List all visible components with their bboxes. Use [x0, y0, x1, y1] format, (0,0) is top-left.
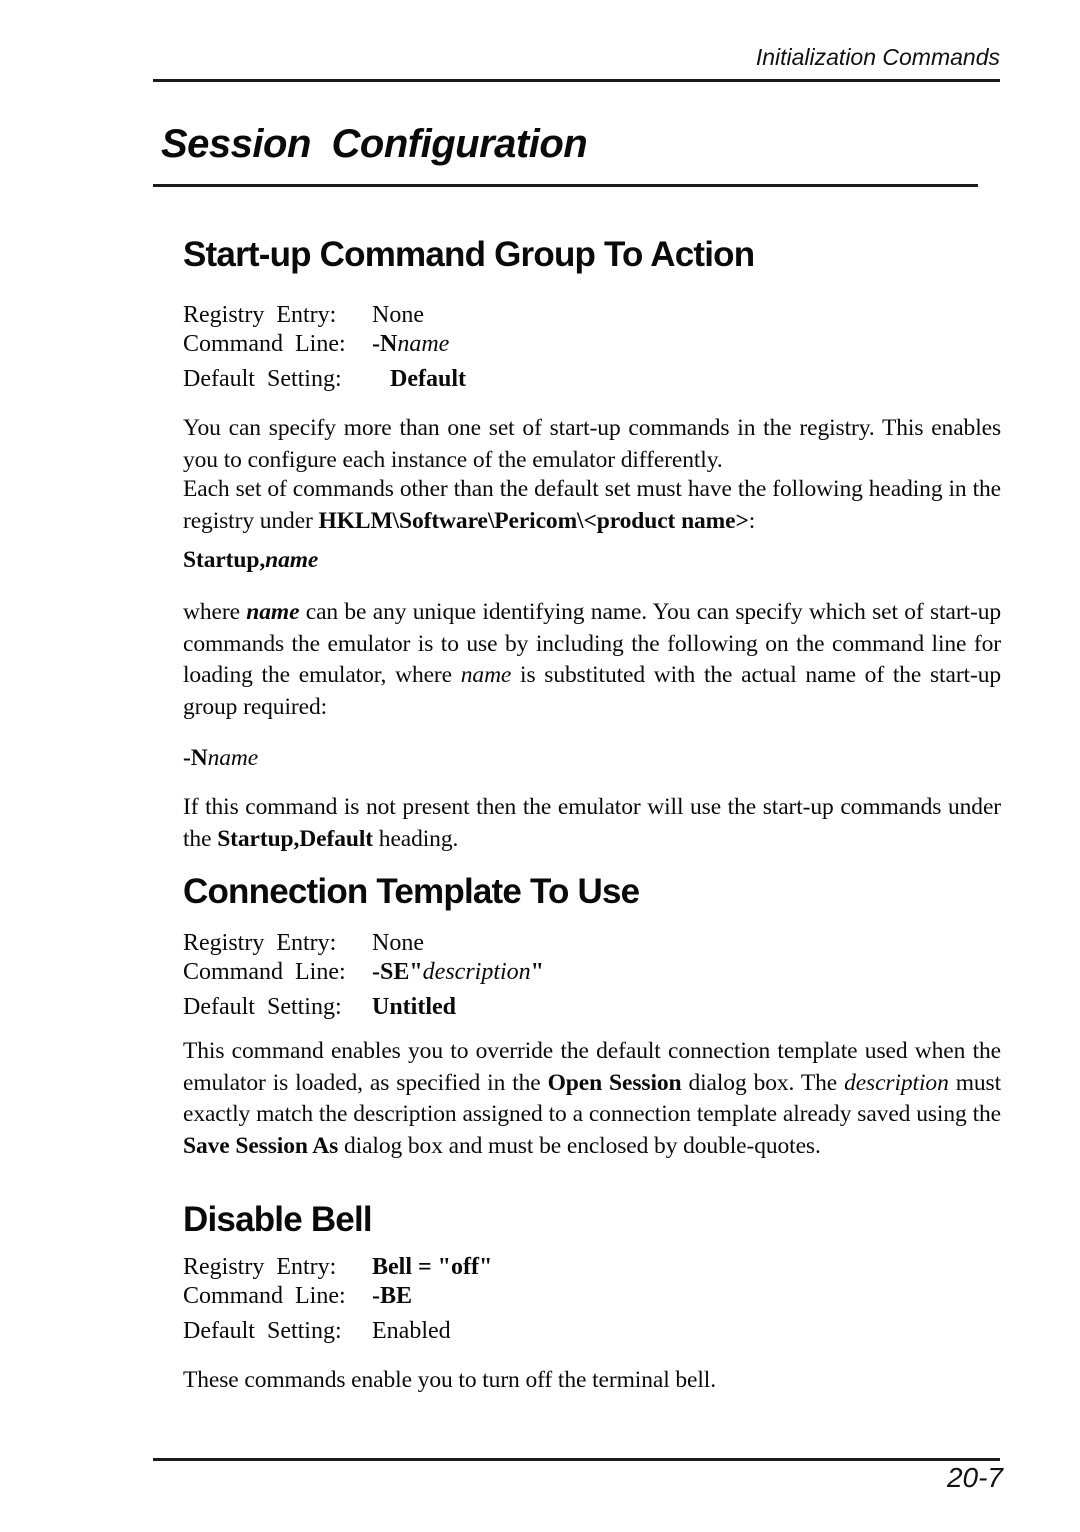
setting-value: Default [390, 366, 466, 392]
setting-label: Command Line: [183, 1283, 346, 1309]
setting-label: Default Setting: [183, 366, 342, 392]
setting-row-registry-entry [183, 301, 1003, 330]
setting-row-registry-entry [183, 1253, 1003, 1282]
running-header: Initialization Commands [755, 44, 1000, 70]
paragraph: If this command is not present then the emulator will use the start-up commands under the Startup,Default heading. [183, 794, 1001, 852]
settings-list-disable-bell [183, 1253, 1003, 1346]
setting-label: Registry Entry: [183, 302, 337, 328]
settings-list-connection-template [183, 929, 1003, 1022]
setting-row-command-line [183, 958, 1003, 987]
page-number: 20-7 [946, 1462, 1003, 1493]
setting-label: Default Setting: [183, 994, 342, 1020]
code-line-nname: -Nname [183, 745, 259, 771]
section-heading-connection-template: Connection Template To Use [183, 872, 640, 911]
setting-row-command-line [183, 330, 1003, 359]
setting-value: -BE [372, 1283, 413, 1309]
setting-row-registry-entry [183, 929, 1003, 958]
setting-label: Registry Entry: [183, 1254, 337, 1280]
section-heading-startup-command-group: Start-up Command Group To Action [183, 235, 755, 274]
setting-value: -Nname [372, 331, 450, 357]
paragraph: where name can be any unique identifying name. You can specify which set of start-up commands the emulator is to use by including the following on the command line for loading the emulator, where name is substituted with the actual name of the start-up group required: [183, 599, 1001, 720]
setting-value: None [372, 930, 424, 956]
header-rule [153, 79, 1000, 82]
setting-label: Command Line: [183, 331, 346, 357]
setting-row-default-setting [183, 993, 1003, 1022]
setting-value: Untitled [372, 994, 456, 1020]
setting-label: Default Setting: [183, 1318, 342, 1344]
setting-row-default-setting [183, 365, 1003, 394]
paragraph: Each set of commands other than the default set must have the following heading in the registry under HKLM\Software\Pericom\<product name>: [183, 476, 1001, 534]
code-line-startup-name: Startup,name [183, 547, 319, 573]
setting-value: None [372, 302, 424, 328]
settings-list-startup [183, 301, 1003, 394]
setting-row-default-setting [183, 1317, 1003, 1346]
setting-value: -SE"description" [372, 959, 544, 985]
setting-value: Enabled [372, 1318, 451, 1344]
title-rule [153, 184, 978, 187]
paragraph: You can specify more than one set of start-up commands in the registry. This enables you to configure each instance of the emulator differently. [183, 415, 1001, 473]
setting-row-command-line [183, 1282, 1003, 1311]
page-title: Session Configuration [161, 122, 588, 166]
paragraph: This command enables you to override the default connection template used when the emulator is loaded, as specified in the Open Session dialog box. The description must exactly match the description assigned to a connection template already saved using the Save Session As dialog box and must be enclosed by double-quotes. [183, 1038, 1001, 1159]
setting-label: Command Line: [183, 959, 346, 985]
section-heading-disable-bell: Disable Bell [183, 1200, 372, 1239]
setting-value: Bell = "off" [372, 1254, 493, 1280]
paragraph: These commands enable you to turn off the terminal bell. [183, 1367, 717, 1393]
setting-label: Registry Entry: [183, 930, 337, 956]
footer-rule [153, 1458, 1000, 1461]
